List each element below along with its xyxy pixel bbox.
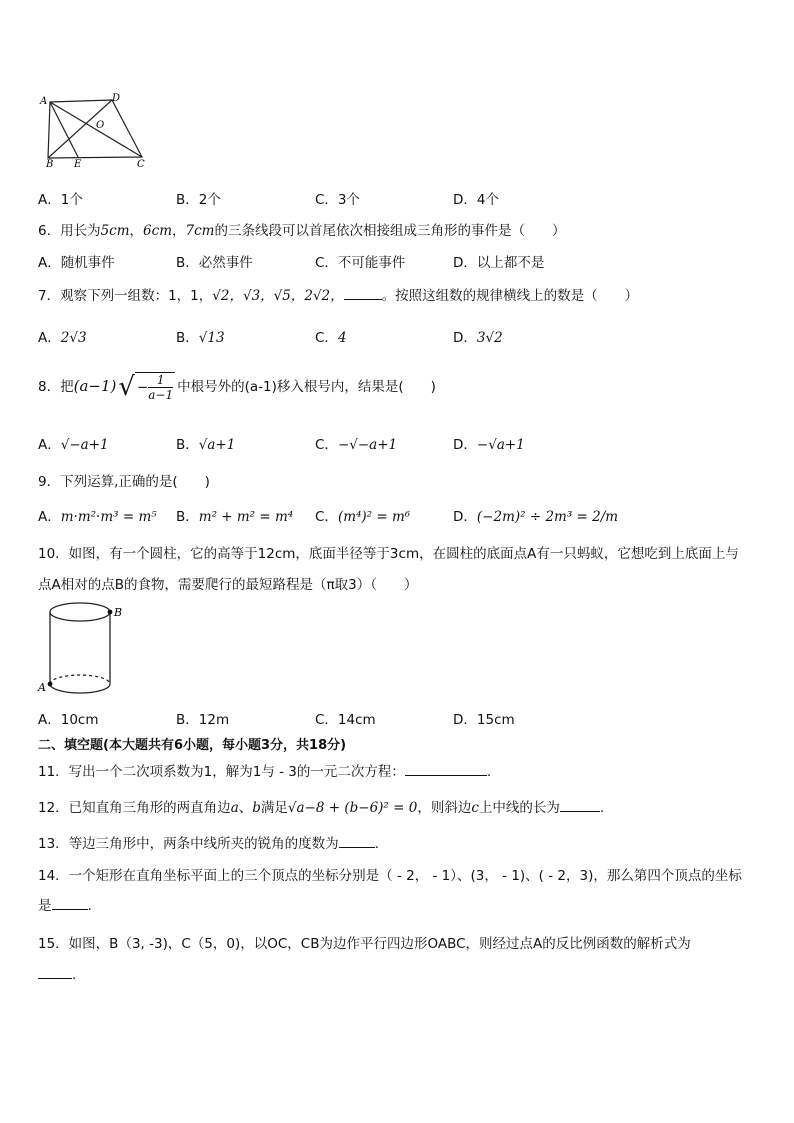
q9-option-c: C．(m⁴)² = m⁶ — [315, 509, 411, 525]
q14-stem-line2: 是 . — [38, 898, 92, 914]
label-A: A — [40, 96, 48, 107]
label-B-point: B — [114, 606, 123, 619]
q10-stem-line2: 点A相对的点B的食物，需要爬行的最短路程是（π取3）（ ） — [38, 577, 418, 593]
q8-option-b: B．√a+1 — [176, 437, 236, 453]
q6-option-c: C．不可能事件 — [315, 255, 406, 271]
q5-option-a: A．1个 — [38, 192, 83, 208]
q10-option-c: C．14cm — [315, 712, 376, 728]
q8-option-c: C．−√−a+1 — [315, 437, 398, 453]
q8-stem: 8．把(a−1)√ − $\frac{1}{a-1}$ 中根号外的(a-1)移入根号内，结果是( ) — [38, 372, 436, 402]
q7-option-c: C．4 — [315, 330, 347, 346]
label-C: C — [137, 159, 145, 168]
parallelogram-figure — [36, 92, 156, 168]
label-D: D — [112, 93, 121, 104]
q13-stem: 13．等边三角形中，两条中线所夹的锐角的度数为 . — [38, 836, 379, 852]
q5-option-c: C．3个 — [315, 192, 361, 208]
q6-option-b: B．必然事件 — [176, 255, 253, 271]
q14-stem-line1: 14．一个矩形在直角坐标平面上的三个顶点的坐标分别是（ - 2， - 1）、(3， - 1)、( - 2，3)，那么第四个顶点的坐标 — [38, 868, 742, 884]
q6-option-a: A．随机事件 — [38, 255, 115, 271]
q5-option-b: B．2个 — [176, 192, 221, 208]
q9-option-b: B．m² + m² = m⁴ — [176, 509, 294, 525]
q11-stem: 11．写出一个二次项系数为1，解为1与 - 3的一元二次方程： . — [38, 764, 492, 780]
q5-option-d: D．4个 — [453, 192, 499, 208]
section-heading: 二、填空题(本大题共有6小题，每小题3分，共18分) — [38, 738, 347, 753]
q7-option-a: A．2√3 — [38, 330, 87, 346]
q15-stem-line2: . — [38, 966, 76, 983]
q10-option-a: A．10cm — [38, 712, 99, 728]
label-B: B — [46, 159, 54, 168]
q10-option-d: D．15cm — [453, 712, 515, 728]
label-E: E — [74, 159, 82, 168]
q8-option-d: D．−√a+1 — [453, 437, 525, 453]
q15-stem-line1: 15．如图，B（3, -3)，C（5，0)，以OC，CB为边作平行四边形OABC，则经过点A的反比例函数的解析式为 — [38, 936, 691, 952]
q9-option-a: A．m·m²·m³ = m⁵ — [38, 509, 157, 525]
q10-option-b: B．12m — [176, 712, 230, 728]
q6-option-d: D．以上都不是 — [453, 255, 545, 271]
label-A-point: A — [38, 681, 46, 694]
q12-stem: 12．已知直角三角形的两直角边a、b满足√a−8 + (b−6)² = 0，则斜边c上中线的长为 . — [38, 800, 605, 816]
q8-option-a: A．√−a+1 — [38, 437, 109, 453]
q7-stem: 7．观察下列一组数：1，1，√2，√3，√5，2√2， 。按照这组数的规律横线上的数是（ ） — [38, 288, 639, 304]
q6-stem: 6．用长为5cm，6cm，7cm的三条线段可以首尾依次相接组成三角形的事件是（ ） — [38, 223, 566, 239]
q10-stem-line1: 10．如图，有一个圆柱，它的高等于12cm，底面半径等于3cm，在圆柱的底面点A有一只蚂蚁，它想吃到上底面上与 — [38, 546, 739, 562]
q7-option-b: B．√13 — [176, 330, 225, 346]
label-O: O — [96, 120, 105, 131]
q9-stem: 9．下列运算,正确的是( ) — [38, 474, 210, 490]
q7-option-d: D．3√2 — [453, 330, 503, 346]
cylinder-figure — [36, 600, 130, 698]
q9-option-d: D．(−2m)² ÷ 2m³ = 2/m — [453, 509, 619, 525]
